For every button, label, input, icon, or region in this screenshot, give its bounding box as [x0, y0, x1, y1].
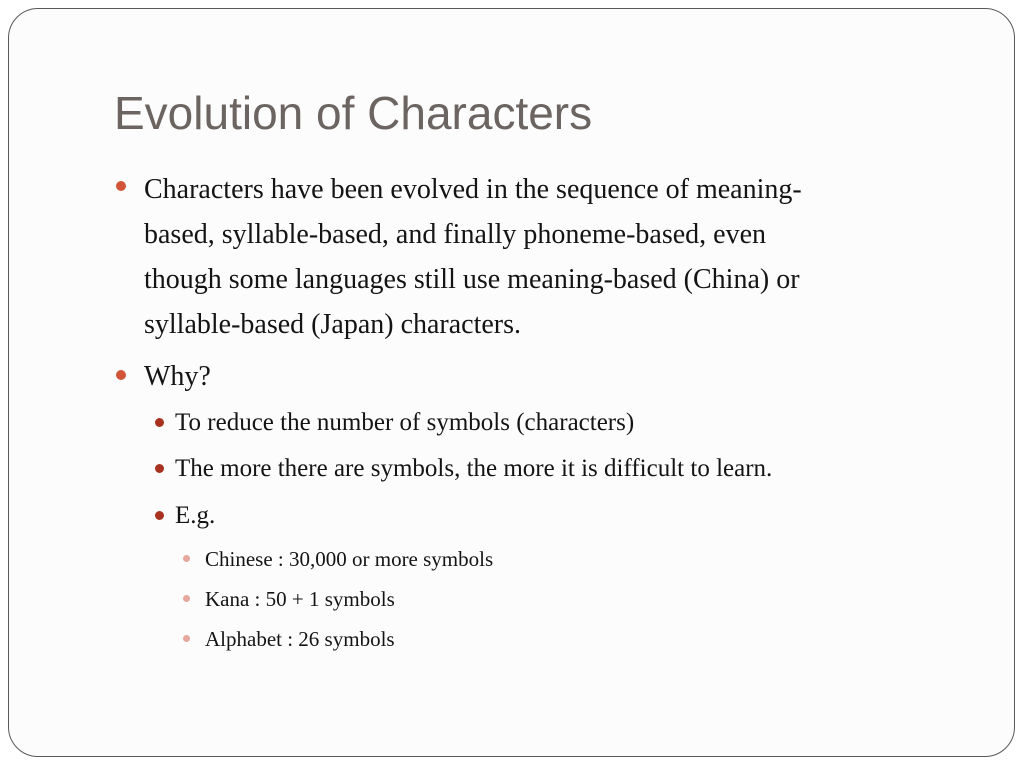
sub-sub-bullet: Alphabet : 26 symbols	[205, 627, 395, 651]
bullet-line: Characters have been evolved in the sequence of meaning-	[144, 174, 802, 205]
sub-sub-bullet: Chinese : 30,000 or more symbols	[205, 547, 494, 571]
sub-sub-bullet-dot	[183, 555, 190, 562]
sub-bullet: E.g.	[175, 502, 216, 529]
bullet-dot	[116, 370, 126, 380]
sub-sub-bullet: Kana : 50 + 1 symbols	[205, 587, 395, 611]
bullet-dot	[116, 181, 126, 191]
sub-bullet-dot	[155, 464, 164, 473]
sub-sub-bullet-dot	[183, 595, 190, 602]
sub-bullet-dot	[155, 418, 164, 427]
sub-bullet-dot	[155, 511, 164, 520]
sub-bullet: To reduce the number of symbols (characters)	[175, 409, 635, 436]
bullet-why: Why?	[144, 361, 211, 392]
bullet-line: based, syllable-based, and finally phoneme-based, even	[144, 219, 767, 250]
sub-bullet: The more there are symbols, the more it is difficult to learn.	[175, 455, 773, 482]
bullet-line: syllable-based (Japan) characters.	[144, 309, 522, 340]
slide-title: Evolution of Characters	[114, 87, 593, 139]
bullet-line: though some languages still use meaning-based (China) or	[144, 264, 800, 295]
sub-sub-bullet-dot	[183, 635, 190, 642]
bullet-paragraph	[144, 167, 802, 347]
